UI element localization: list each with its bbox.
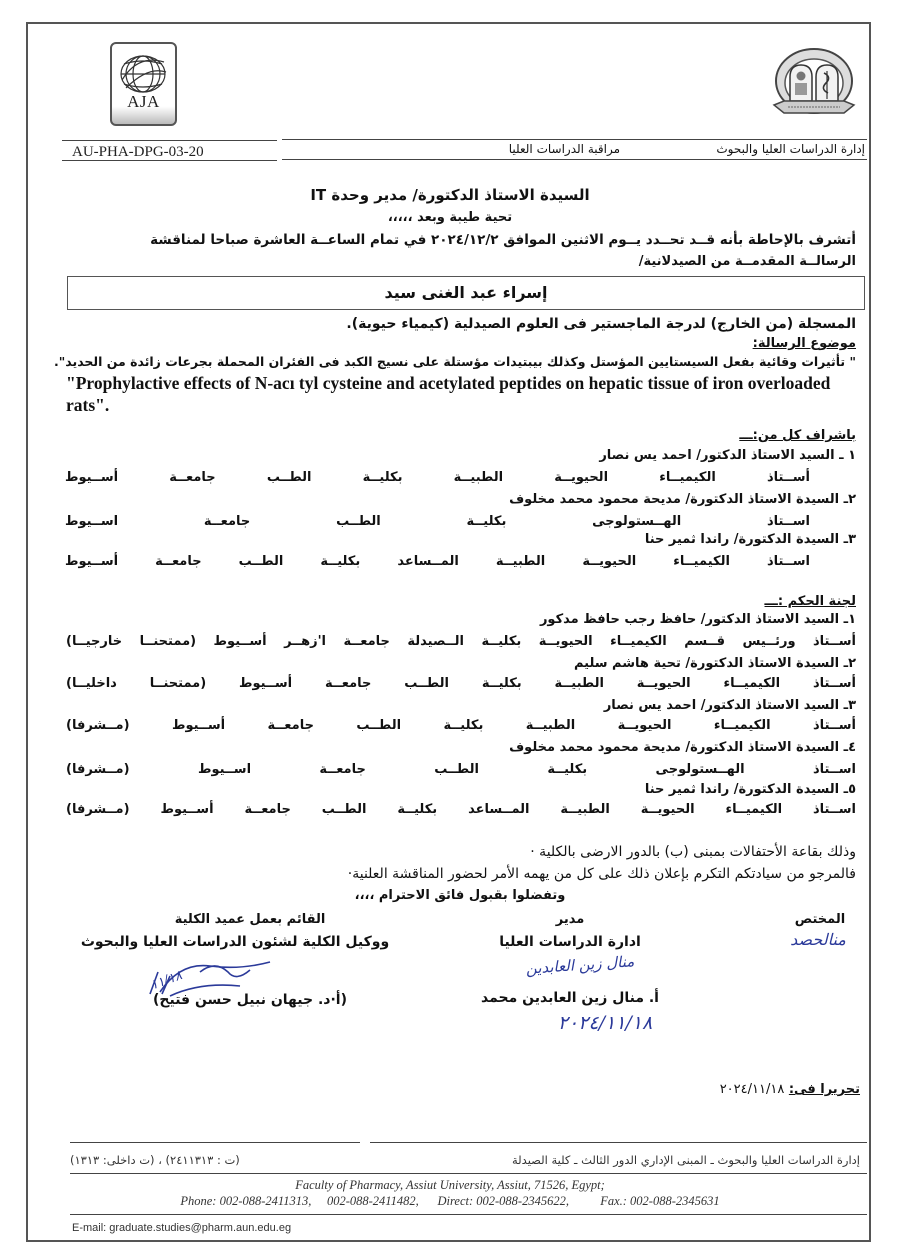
header-divider <box>62 160 277 161</box>
committee-member-title: اســتاذ الكيميــاء الحيويــة الطبيــة المــساعد بكليــة الطــب جامعــة أســيوط (مــشرفا) <box>66 802 856 817</box>
supervisor-name: ١ ـ السيد الاستاذ الدكتور/ احمد يس نصار <box>599 448 856 463</box>
specialist-signature: منالحصد <box>790 930 846 949</box>
supervisor-name: ٢ـ السيدة الاستاذ الدكتورة/ مديحة محمود محمد مخلوف <box>509 492 856 507</box>
committee-member-name: ٢ـ السيدة الاستاذ الدكتورة/ تحية هاشم سليم <box>573 656 856 671</box>
header-divider <box>282 159 867 160</box>
dept-right: إدارة الدراسات العليا والبحوث <box>716 142 865 156</box>
footer-email[interactable]: E-mail: graduate.studies@pharm.aun.edu.eg <box>72 1222 292 1234</box>
committee-member-title: أســتاذ ورئــيس قــسم الكيميــاء الحيويــة بكليــة الــصيدلة جامعــة ا'زهــر أســيوط (ممتحنــا خارجيــا) <box>66 634 856 649</box>
thesis-title-en: "Prophylactive effects of N-acı tyl cysteine and acetylated peptides on hepatic tissue of iron overloaded rats". <box>66 373 831 415</box>
university-emblem-icon <box>768 43 860 121</box>
addressee: السيدة الاستاذ الدكتورة/ مدير وحدة IT <box>310 186 590 204</box>
manager-handwritten-date: ٢٠٢٤/١١/١٨ <box>557 1012 653 1034</box>
candidate-name: إسراء عبد الغنى سيد <box>67 276 865 310</box>
specialist-label: المختص <box>794 912 846 927</box>
university-logo <box>768 43 860 121</box>
issue-date <box>560 1082 860 1097</box>
dept-middle: مراقبة الدراسات العليا <box>508 142 620 156</box>
footer-divider <box>70 1173 867 1174</box>
supervisor-title: أســتاذ الكيميــاء الحيويــة الطبيــة بكليــة الطــب جامعــة أســيوط <box>65 470 810 485</box>
footer-divider <box>70 1142 360 1143</box>
dean-label: القائم بعمل عميد الكلية <box>174 912 326 927</box>
manager-label: مدير <box>555 912 585 927</box>
footer-phones-en: Phone: 002-088-2411313, 002-088-2411482, Direct: 002-088-2345622, Fax.: 002-088-2345631 <box>180 1194 720 1208</box>
form-code: AU-PHA-DPG-03-20 <box>72 144 204 160</box>
footer-divider <box>70 1214 867 1215</box>
thesis-subject-label: موضوع الرسالة: <box>752 336 856 351</box>
header-divider <box>62 140 277 141</box>
aja-logo-text: AJA <box>127 92 160 111</box>
intro-line-1: أتشرف بالإحاطة بأنه قــد تحــدد يــوم الاثنين الموافق ٢٠٢٤/١٢/٢ في تمام الساعــة العاشرة صباحا لمناقشة <box>150 232 856 248</box>
intro-line-2: الرسالــة المقدمــة من الصيدلانية/ <box>638 254 856 269</box>
registration-line: المسجلة (من الخارج) لدرجة الماجستير فى العلوم الصيدلية (كيمياء حيوية). <box>346 316 856 332</box>
committee-member-name: ٣ـ السيد الاستاذ الدكتور/ احمد يس نصار <box>603 698 856 713</box>
dean-handwritten-date: ١١/١٨ <box>148 968 185 994</box>
committee-member-title: اســتاذ الهــستولوجى بكليــة الطــب جامعــة اســيوط (مــشرفا) <box>66 762 856 777</box>
issue-date-value: ٢٠٢٤/١١/١٨ <box>719 1082 785 1097</box>
dean-name: (أ·د. جيهان نبيل حسن فتيح) <box>153 992 347 1008</box>
header-divider <box>282 139 867 140</box>
committee-member-name: ٥ـ السيدة الدكتورة/ راندا ثمير حنا <box>644 782 856 797</box>
manager-signature: منال زين العابدين <box>525 952 635 978</box>
greeting: تحية طيبة وبعد ،،،،، <box>387 210 513 225</box>
issue-date-label: تحريرا فى: <box>788 1082 860 1097</box>
footer-address-en: Faculty of Pharmacy, Assiut University, Assiut, 71526, Egypt; <box>295 1178 605 1192</box>
committee-member-name: ١ـ السيد الاستاذ الدكتور/ حافظ رجب حافظ مدكور <box>539 612 856 627</box>
supervisor-title: اســتاذ الكيميــاء الحيويــة الطبيــة المــساعد بكليــة الطــب جامعــة أســيوط <box>65 554 810 569</box>
footer-divider <box>370 1142 867 1143</box>
request-line: فالمرجو من سيادتكم التكرم بإعلان ذلك على كل من يهمه الأمر لحضور المناقشة العلنية· <box>347 866 856 882</box>
supervisor-title: اســتاذ الهــستولوجى بكليــة الطــب جامعــة اســيوط <box>65 514 810 529</box>
footer-phone-ar: (ت : ٢٤١١٣١٣) ، (ت داخلى: ١٣١٣) <box>70 1153 240 1167</box>
regards-line: وتفضلوا بقبول فائق الاحترام ،،،، <box>354 888 566 903</box>
document-frame <box>26 22 871 1242</box>
thesis-title-ar: " تأثيرات وقائية بفعل السيستايين المؤستل وكذلك بيبتيدات مؤستلة على نسيج الكبد فى الفئران المحملة بجرعات زائدة من الحديد". <box>54 354 856 369</box>
globe-logo-icon <box>118 50 168 94</box>
venue-line: وذلك بقاعة الأحتفالات بمبنى (ب) بالدور الارضى بالكلية · <box>530 844 856 860</box>
committee-heading: لجنة الحكم :ـــ <box>764 594 856 609</box>
dean-dept: ووكيل الكلية لشئون الدراسات العليا والبحوث <box>80 934 390 950</box>
supervisors-heading: باشراف كل من:ـــ <box>739 428 856 443</box>
footer-address-ar <box>70 1153 860 1167</box>
footer-address: إدارة الدراسات العليا والبحوث ـ المبنى الإداري الدور الثالث ـ كلية الصيدلة <box>511 1153 860 1167</box>
committee-member-title: أســتاذ الكيميــاء الحيويــة الطبيــة بكليــة الطــب جامعــة أســيوط (ممتحنــا داخليــا) <box>66 676 856 691</box>
manager-dept: ادارة الدراسات العليا <box>499 934 641 950</box>
committee-member-name: ٤ـ السيدة الاستاذ الدكتورة/ مديحة محمود محمد مخلوف <box>509 740 856 755</box>
supervisor-name: ٣ـ السيدة الدكتورة/ راندا ثمير حنا <box>644 532 856 547</box>
committee-member-title: أســتاذ الكيميــاء الحيويــة الطبيــة بكليــة الطــب جامعــة أســيوط (مــشرفا) <box>66 718 856 733</box>
aja-logo <box>110 42 177 126</box>
manager-name: أ. منال زين العابدين محمد <box>481 990 659 1006</box>
